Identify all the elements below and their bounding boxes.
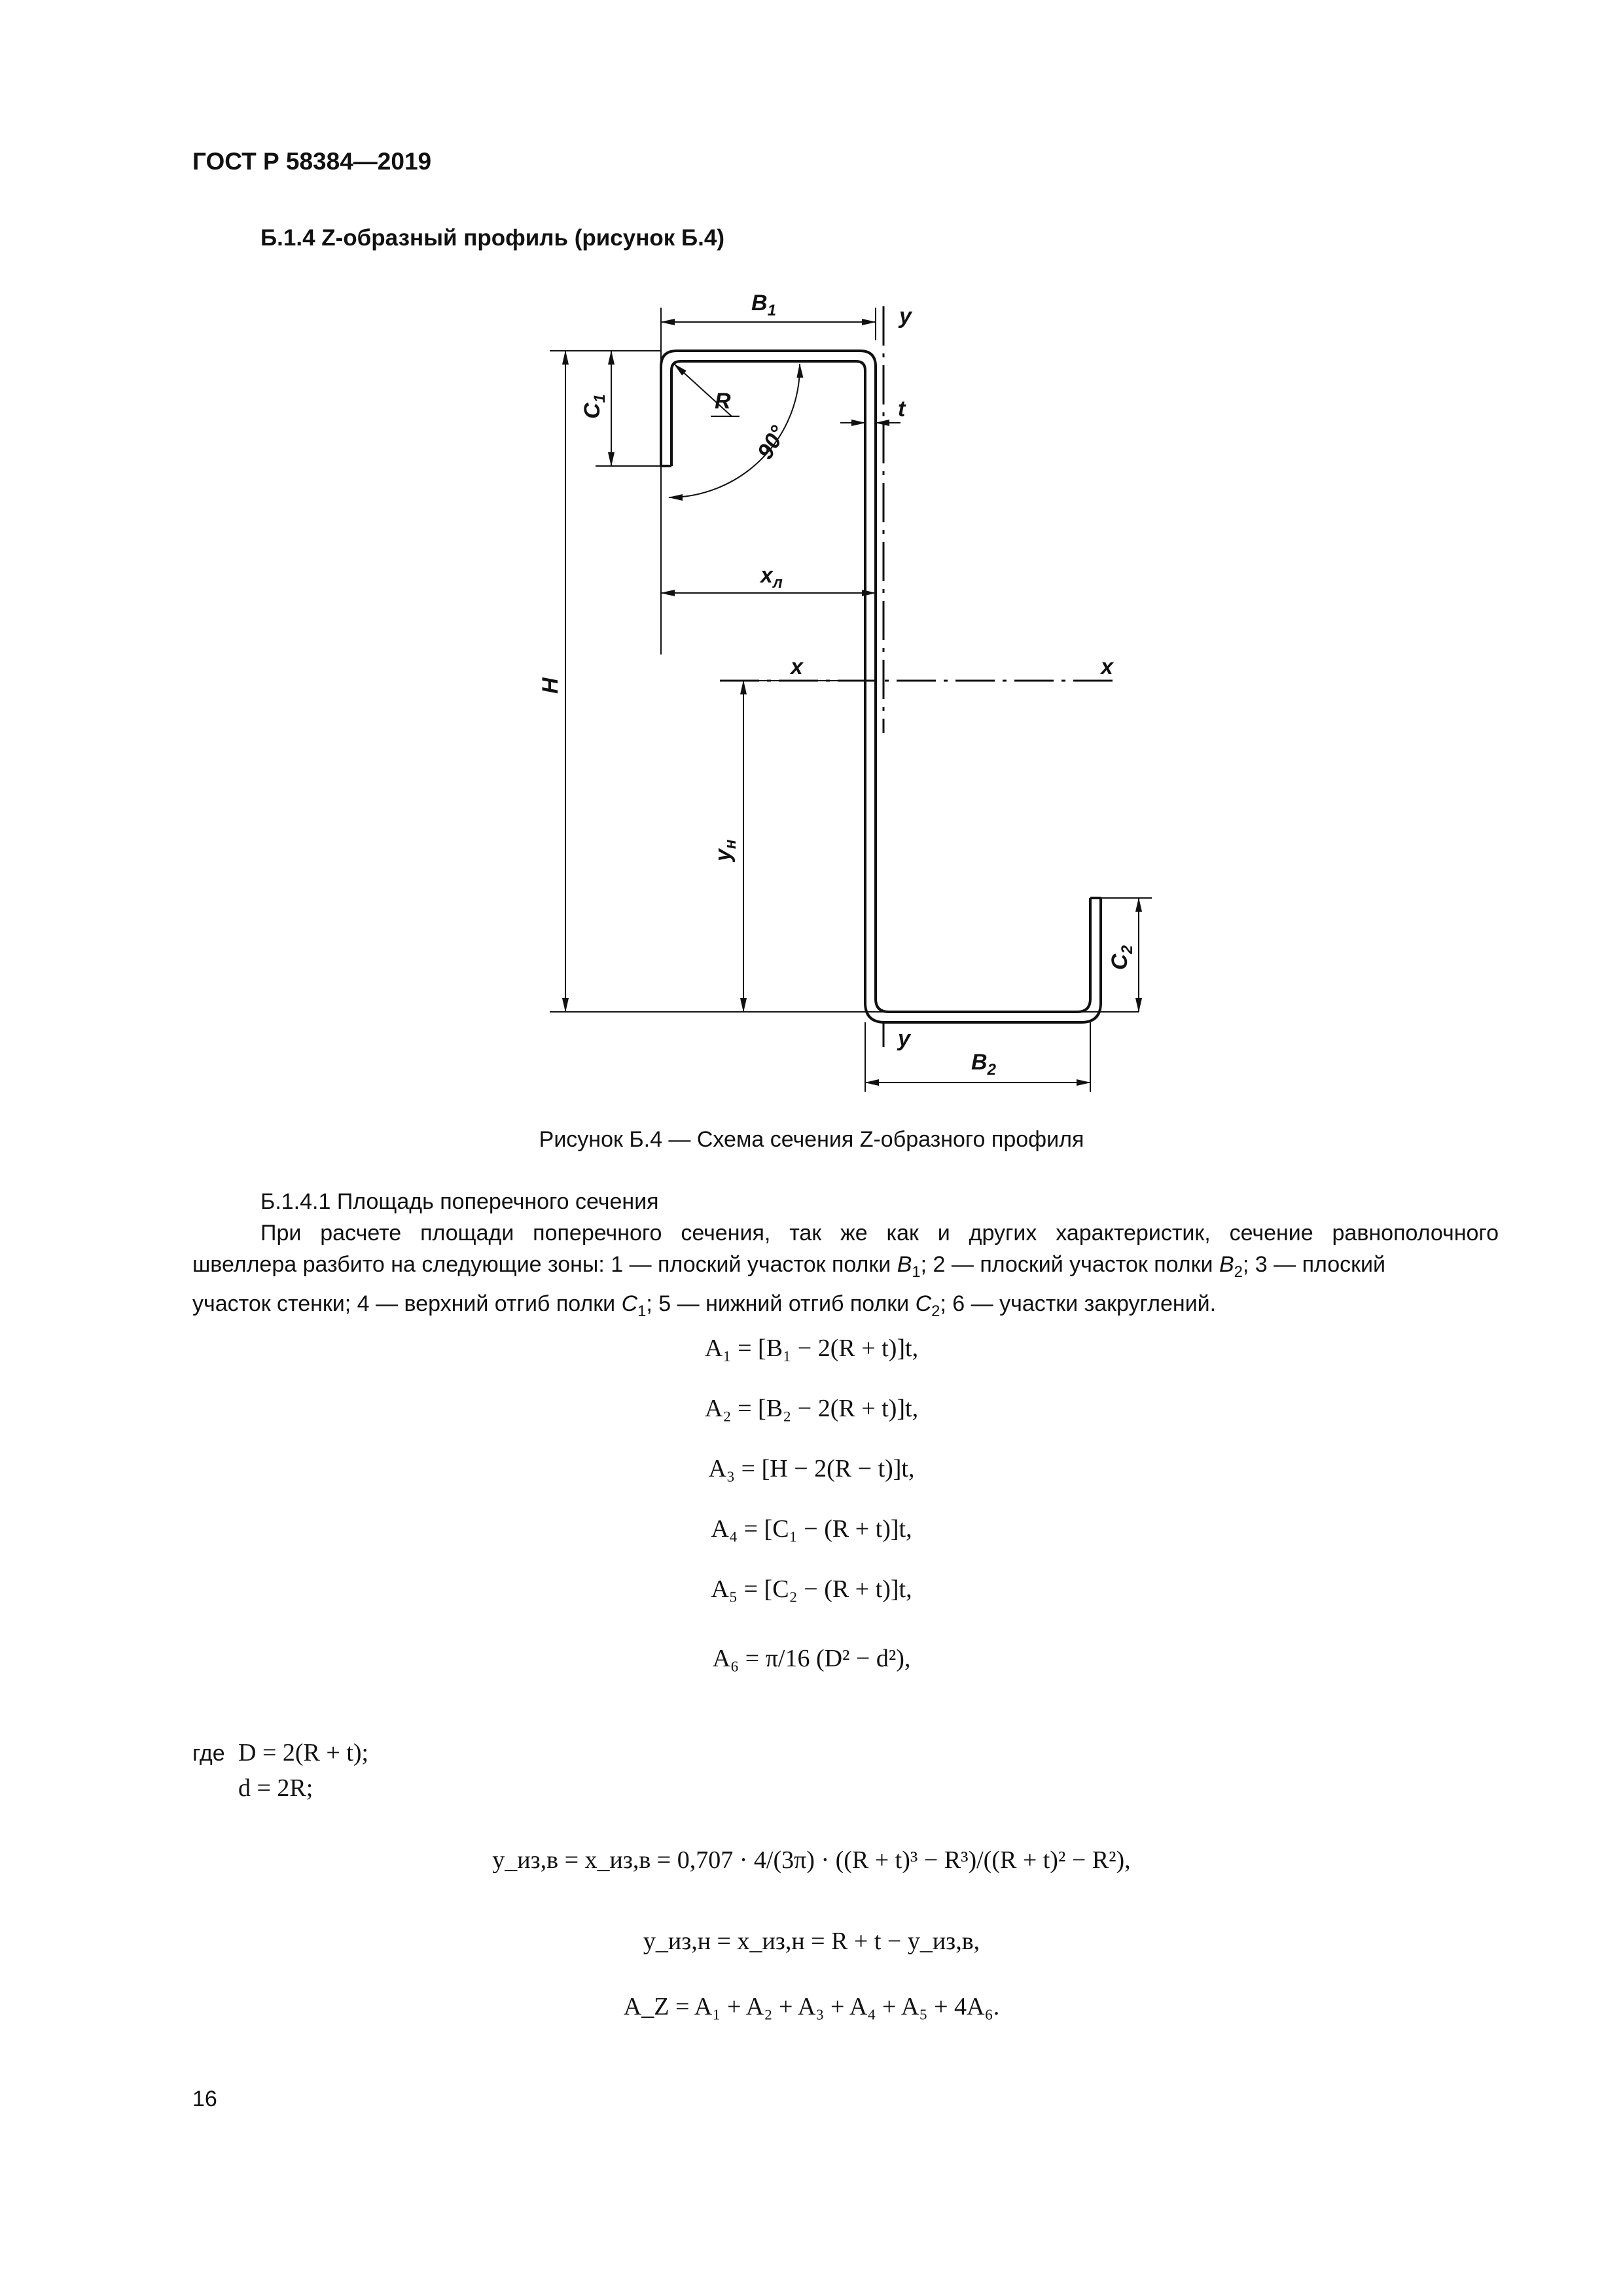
body-paragraph: При расчете площади поперечного сечения, так же как и других характеристик, сечение равнополочного швеллера разбито на следующие зоны: 1 — плоский участок полки $B_1$; 2 — плоский участок полки $B_2$; 3 — плоский участок стенки; 4 — верхний отгиб полки $C_1$; 5 — нижний отгиб полки $C_2$; 6 — участки закруглений.: [192, 1217, 1499, 1327]
document-header: ГОСТ Р 58384—2019: [192, 148, 432, 175]
label-b2: $B_2$: [971, 1050, 996, 1079]
para-line-3-a: участок стенки; 4 — верхний отгиб полки: [192, 1291, 622, 1316]
label-b1: $B_1$: [751, 291, 776, 319]
definition-d-lower: d = 2R;: [238, 1774, 313, 1802]
label-h: H: [538, 677, 563, 694]
para-line-3-b: ; 5 — нижний отгиб полки: [646, 1291, 916, 1316]
para-line-1: При расчете площади поперечного сечения, так же как и других характеристик, сечение равнополочного: [260, 1221, 1499, 1246]
equation-y-iz-n: y_из,н = x_из,н = R + t − y_из,в,: [643, 1928, 980, 1955]
equation-az: A_Z = A₁ + A₂ + A₃ + A₄ + A₅ + 4A₆.: [623, 1993, 1000, 2020]
label-x-right: x: [1101, 655, 1113, 679]
label-c2: $C_2$: [1107, 945, 1136, 970]
label-90: 90°: [753, 422, 791, 463]
subsection-heading: Б.1.4.1 Площадь поперечного сечения: [260, 1189, 659, 1214]
z-profile-figure: [0, 0, 1623, 1126]
profile-inner-line: [671, 361, 1101, 1022]
equation-a1: A₁ = [B₁ − 2(R + t)]t,: [704, 1335, 919, 1362]
where-label: где: [192, 1741, 225, 1766]
figure-caption: Рисунок Б.4 — Схема сечения Z-образного профиля: [539, 1127, 1084, 1152]
label-y-bottom: y: [898, 1026, 910, 1051]
label-xl: $x_л$: [760, 563, 783, 592]
para-line-2-a: швеллера разбито на следующие зоны: 1 — плоский участок полки: [192, 1252, 897, 1277]
label-x-left: x: [791, 655, 803, 679]
para-line-2-c: ; 3 — плоский: [1242, 1252, 1385, 1277]
equation-y-iz-v: y_из,в = x_из,в = 0,707 · 4/(3π) · ((R + t)³ − R³)/((R + t)² − R²),: [492, 1846, 1131, 1874]
equation-a5: A₅ = [C₂ − (R + t)]t,: [711, 1575, 912, 1603]
label-r: R: [715, 389, 731, 414]
section-title: Б.1.4 Z-образный профиль (рисунок Б.4): [260, 225, 724, 251]
equation-a3: A₃ = [H − 2(R − t)]t,: [708, 1455, 915, 1482]
label-y-top: y: [899, 304, 912, 329]
equation-a4: A₄ = [C₁ − (R + t)]t,: [711, 1515, 912, 1543]
para-line-3-c: ; 6 — участки закруглений.: [940, 1291, 1217, 1316]
equation-a6: A₆ = π/16 (D² − d²),: [712, 1645, 911, 1672]
para-line-2-b: ; 2 — плоский участок полки: [920, 1252, 1219, 1277]
label-yn: $y_н$: [711, 839, 740, 861]
equation-a2: A₂ = [B₂ − 2(R + t)]t,: [704, 1395, 919, 1422]
label-c1: $C_1$: [580, 394, 609, 419]
label-t: t: [898, 397, 906, 422]
definition-d-upper: D = 2(R + t);: [238, 1739, 369, 1767]
page-number: 16: [192, 2087, 217, 2111]
